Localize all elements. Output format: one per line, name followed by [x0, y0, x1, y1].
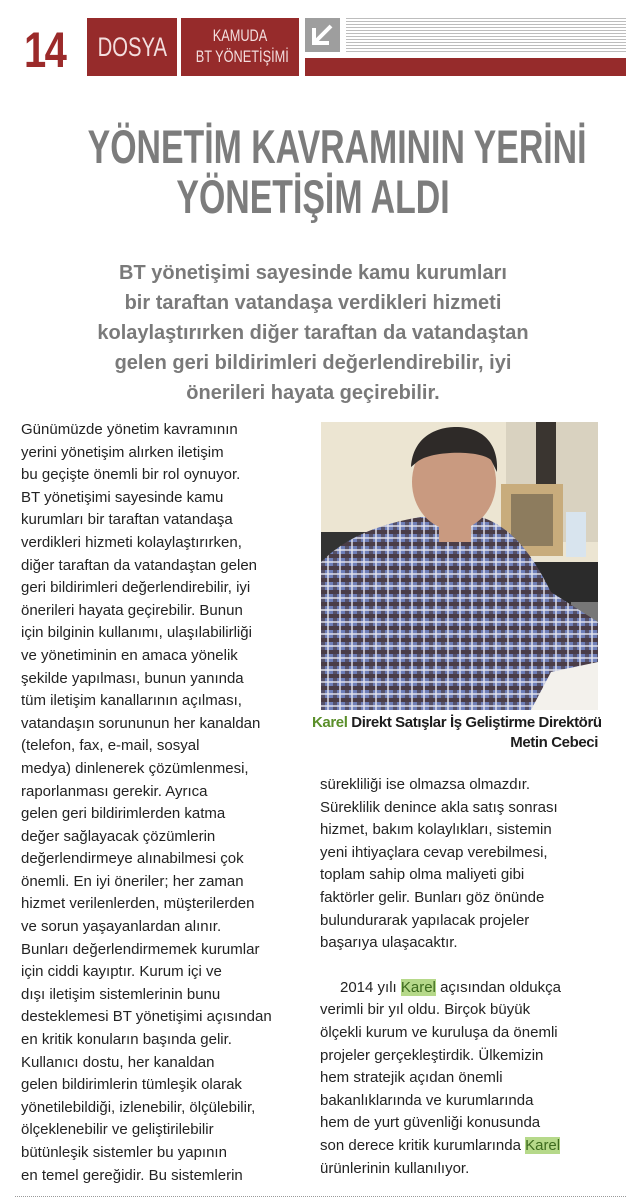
body-line: Süreklilik denince akla satış sonrası — [320, 798, 558, 816]
page-header — [0, 0, 626, 80]
brand-highlight: Karel — [400, 978, 436, 996]
article-title — [0, 122, 626, 222]
paragraph-gap — [320, 955, 620, 977]
body-line: değer sağlayacak çözümlerin — [21, 827, 216, 845]
body-line: önerileri hayata geçirebilir. Bunun — [21, 601, 243, 619]
caption-title-line — [312, 713, 602, 733]
portrait-photo — [321, 422, 598, 710]
section-label-text: DOSYA — [97, 31, 167, 62]
body-line: en kritik konuların başında gelir. — [21, 1031, 232, 1049]
footer-dotted-rule — [15, 1196, 626, 1197]
body-line: bakanlıklarında ve kurumlarında — [320, 1091, 534, 1109]
body-line: başarıya ulaşacaktır. — [320, 934, 458, 952]
title-line-2: YÖNETİŞİM ALDI — [176, 170, 450, 223]
body-line — [320, 977, 620, 1000]
body-line: hizmet verilenlerden, müşterilerden — [21, 895, 255, 913]
body-line: şekilde yapılması, bunun yanında — [21, 669, 244, 687]
header-stripes — [346, 18, 626, 54]
body-line: hem stratejik açıdan önemli — [320, 1069, 503, 1087]
photo-caption — [312, 713, 602, 753]
body-line: için bilginin kullanımı, ulaşılabilirliği — [21, 624, 252, 642]
lead-line: BT yönetişimi sayesinde kamu kurumları — [119, 262, 507, 284]
body-line: medya) dinlenerek çözümlenmesi, — [21, 759, 249, 777]
body-line: ve sorun yaşayanlardan alınır. — [21, 918, 222, 936]
body-line: dışı iletişim sistemlerinin bunu — [21, 985, 221, 1003]
title-line-1: YÖNETİM KAVRAMININ YERİNİ — [87, 120, 587, 173]
body-line: projeler gerçekleştirdik. Ülkemizin — [320, 1046, 544, 1064]
caption-name: Metin Cebeci — [510, 734, 598, 751]
body-line: verdikleri hizmeti kolaylaştırırken, — [21, 533, 242, 551]
arrow-down-left-icon — [305, 18, 340, 52]
body-line: Günümüzde yönetim kavramının — [21, 421, 238, 438]
text-span: açısından oldukça — [435, 978, 561, 996]
body-line: bulundurarak yapılacak projeler — [320, 911, 530, 929]
body-line: faktörler gelir. Bunları göz önünde — [320, 888, 545, 906]
text-span: son derece kritik kurumlarında — [320, 1136, 526, 1154]
body-line: bütünleşik sistemler bu yapının — [21, 1144, 227, 1161]
body-line: hizmet, bakım kolaylıkları, sistemin — [320, 821, 552, 839]
body-line: ölçeklenebilir ve geliştirilebilir — [21, 1121, 214, 1139]
body-line: toplam sahip olma maliyeti gibi — [320, 866, 525, 884]
body-line: hem de yurt güvenliği konusunda — [320, 1114, 541, 1132]
body-line — [320, 1135, 620, 1158]
body-line: Kullanıcı dostu, her kanaldan — [21, 1053, 215, 1071]
body-line: tüm iletişim kanallarının açılması, — [21, 692, 242, 710]
right-paragraph-2-lines — [320, 999, 620, 1135]
body-line: bu geçişte önemli bir rol oynuyor. — [21, 466, 241, 484]
body-line: için ciddi kayıptır. Kurum içi ve — [21, 963, 222, 981]
page-number: 14 — [24, 22, 66, 78]
body-line: yeni ihtiyaçlara cevap verebilmesi, — [320, 843, 548, 861]
body-line: kurumları bir taraftan vatandaşa — [21, 511, 233, 529]
lead-line: bir taraftan vatandaşa verdikleri hizmeti — [124, 292, 502, 314]
body-line: ölçekli kurum ve kuruluşa da önemli — [320, 1023, 558, 1041]
text-span: 2014 yılı — [340, 978, 401, 996]
right-paragraph-1 — [320, 774, 620, 955]
lead-line: önerileri hayata geçirebilir. — [186, 382, 440, 404]
body-left-column — [21, 419, 313, 1187]
right-paragraph-2 — [320, 977, 620, 1180]
article-lead — [30, 258, 596, 408]
body-right-column — [320, 774, 620, 1180]
body-line: verimli bir yıl oldu. Birçok büyük — [320, 1001, 531, 1019]
topic-line-2: BT YÖNETİŞİMİ — [195, 47, 289, 66]
body-line: ürünlerinin kullanılıyor. — [320, 1159, 470, 1177]
body-line: yönetilebildiği, izlenebilir, ölçülebilir, — [21, 1098, 256, 1116]
body-line: vatandaşın sorununun her kanaldan — [21, 714, 261, 732]
body-line: diğer taraftan da vatandaştan gelen — [21, 556, 258, 574]
body-line: yerini yönetişim alırken iletişim — [21, 443, 224, 461]
body-line: en temel gereğidir. Bu sistemlerin — [21, 1166, 243, 1184]
topic-label — [181, 18, 299, 76]
caption-brand: Karel — [312, 714, 348, 731]
body-line: gelen bildirimlerin tümleşik olarak — [21, 1076, 242, 1094]
body-line: geri bildirimleri değerlendirebilir, iyi — [21, 579, 251, 597]
body-line: değerlendirmeye alınabilmesi çok — [21, 850, 244, 868]
body-line: BT yönetişimi sayesinde kamu — [21, 488, 224, 506]
header-red-bar — [305, 58, 626, 76]
topic-line-1: KAMUDA — [212, 26, 268, 45]
body-line: gelen geri bildirimlerden katma — [21, 805, 226, 823]
section-label — [87, 18, 177, 76]
brand-highlight: Karel — [525, 1136, 561, 1154]
body-line: sürekliliği ise olmazsa olmazdır. — [320, 776, 531, 793]
lead-line: gelen geri bildirimleri değerlendirebilir, iyi — [114, 352, 512, 374]
body-line: önemli. En iyi öneriler; her zaman — [21, 872, 244, 890]
body-line: (telefon, fax, e-mail, sosyal — [21, 737, 200, 755]
body-line: desteklemesi BT yönetişimi açısından — [21, 1008, 272, 1026]
caption-title: Direkt Satışlar İş Geliştirme Direktörü — [347, 714, 602, 731]
body-line: raporlanması gerekir. Ayrıca — [21, 782, 208, 800]
body-line: ve yönetiminin en amaca yönelik — [21, 646, 238, 664]
body-line: Bunları değerlendirmemek kurumlar — [21, 940, 260, 958]
lead-line: kolaylaştırırken diğer taraftan da vatandaştan — [97, 322, 529, 344]
